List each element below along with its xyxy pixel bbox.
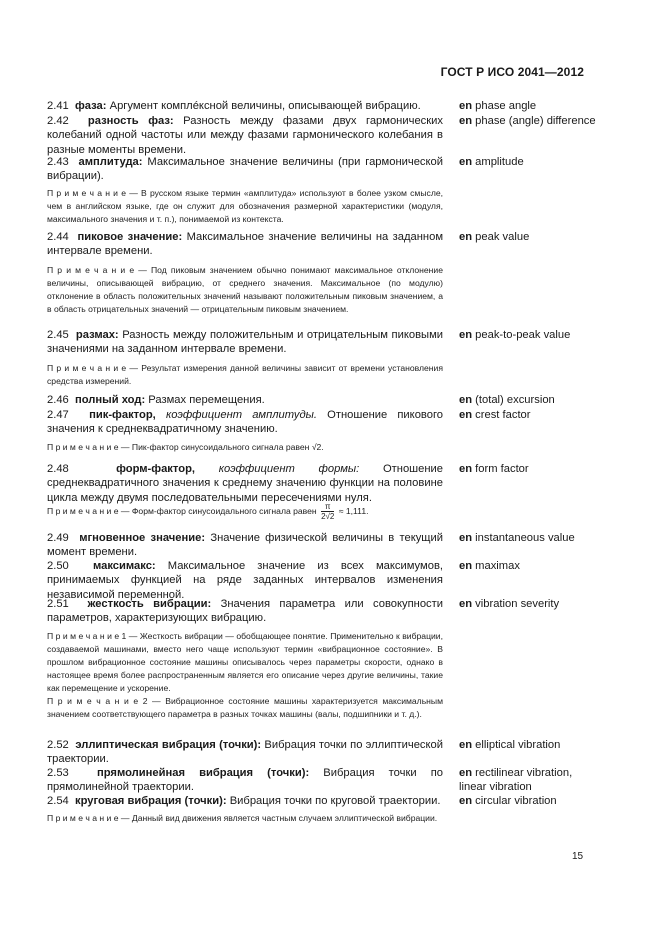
document-standard-header: ГОСТ Р ИСО 2041—2012 — [440, 65, 584, 79]
term-entry-2-51: 2.51 жесткость вибрации: Значения параметра или совокупности параметров, характеризующих вибрацию. — [47, 598, 444, 625]
en-equivalent-2-42: en phase (angle) difference — [459, 115, 596, 127]
en-equivalent-2-47: en crest factor — [459, 409, 531, 421]
note-crest-factor: П р и м е ч а н и е — Пик-фактор синусоидального сигнала равен √2. — [47, 442, 324, 452]
en-equivalent-2-50: en maximax — [459, 560, 520, 572]
en-equivalent-2-43: en amplitude — [459, 156, 524, 168]
term-entry-2-54: 2.54 круговая вибрация (точки): Вибрация точки по круговой траектории. — [47, 795, 441, 807]
note-severity-1: П р и м е ч а н и е 1 — Жесткость вибрации — обобщающее понятие. Применительно к вибрации, создаваемой машинами, вместо него чаще используют термин «вибрационное состояние». В прошлом вибрационное состояние машины описывалось через параметры скорости, однако в настоящее время более распространенным является его описание через другие величины, такие как перемещение и ускорение. — [47, 631, 443, 693]
en-equivalent-2-44: en peak value — [459, 231, 530, 243]
en-equivalent-2-54: en circular vibration — [459, 795, 557, 807]
form-factor-fraction: $\frac{\pi}{2√2}$ — [321, 502, 335, 521]
term-entry-2-43: 2.43 амплитуда: Максимальное значение величины (при гармонической вибрации). — [47, 156, 444, 183]
term-entry-2-42: 2.42 разность фаз: Разность между фазами двух гармонических колебаний одной частоты или между фазами гармонического колебания в разные моменты времени. — [47, 115, 443, 156]
term-entry-2-44: 2.44 пиковое значение: Максимальное значение величины на заданном интервале времени. — [47, 231, 444, 258]
note-circular-vibration: П р и м е ч а н и е — Данный вид движения является частным случаем эллиптической вибрации. — [47, 813, 438, 823]
term-entry-2-45: 2.45 размах: Разность между положительным и отрицательным пиковыми значениями на заданном интервале времени. — [47, 329, 444, 356]
term-entry-2-49: 2.49 мгновенное значение: Значение физической величины в текущий момент времени. — [47, 532, 444, 559]
en-equivalent-2-45: en peak-to-peak value — [459, 329, 571, 341]
en-equivalent-2-48: en form factor — [459, 463, 529, 475]
en-equivalent-2-49: en instantaneous value — [459, 532, 575, 544]
term-entry-2-50: 2.50 максимакс: Максимальное значение из всех максимумов, принимаемых функцией на ряде заданных интервалов изменения независимой переменной. — [47, 560, 443, 601]
en-equivalent-2-52: en elliptical vibration — [459, 739, 561, 751]
page-number: 15 — [572, 851, 584, 862]
en-equivalent-2-46: en (total) excursion — [459, 394, 555, 406]
note-amplitude: П р и м е ч а н и е — В русском языке термин «амплитуда» используют в более узком смысле, чем в английском языке, где он служит для обозначения размерной характеристики (модуля, максимального значения и т. п.), понимаемой из контекста. — [47, 188, 443, 224]
en-equivalent-2-51: en vibration severity — [459, 598, 560, 610]
term-entry-2-48: 2.48 форм-фактор, коэффициент формы: Отношение среднеквадратичного значения к среднему значению функции на половине цикла между двумя последовательными пересечениями нуля. — [47, 463, 444, 504]
term-entry-2-46: 2.46 полный ход: Размах перемещения. — [47, 394, 265, 406]
note-form-factor: П р и м е ч а н и е — Форм-фактор синусоидального сигнала равен $\frac{\pi}{2√2}$ ≈ 1,111. — [47, 502, 369, 521]
en-equivalent-2-53: en rectilinear vibration, linear vibration — [459, 767, 573, 794]
term-entry-2-53: 2.53 прямолинейная вибрация (точки): Вибрация точки по прямолинейной траектории. — [47, 767, 443, 794]
note-severity-2: П р и м е ч а н и е 2 — Вибрационное состояние машины характеризуется максимальным значением соответствующего параметра в разных точках машины (валы, подшипники и т. д.). — [47, 696, 443, 719]
term-entry-2-47: 2.47 пик-фактор, коэффициент амплитуды. Отношение пикового значения к среднеквадратичному значению. — [47, 409, 444, 436]
term-entry-2-52: 2.52 эллиптическая вибрация (точки): Вибрация точки по эллиптической траектории. — [47, 739, 444, 766]
note-peak-value: П р и м е ч а н и е — Под пиковым значением обычно понимают максимальное отклонение величины, описывающей вибрацию, от среднего значения. Максимальное (по модулю) отклонение в область положительных значений называют положительным пиковым значением, а в область отрицательных значений — отрицательным пиковым значением. — [47, 265, 444, 314]
note-peak-to-peak: П р и м е ч а н и е — Результат измерения данной величины зависит от времени установления средства измерений. — [47, 363, 444, 386]
en-equivalent-2-41: en phase angle — [459, 100, 537, 112]
term-entry-2-41: 2.41 фаза: Аргумент комплéксной величины, описывающей вибрацию. — [47, 100, 421, 112]
